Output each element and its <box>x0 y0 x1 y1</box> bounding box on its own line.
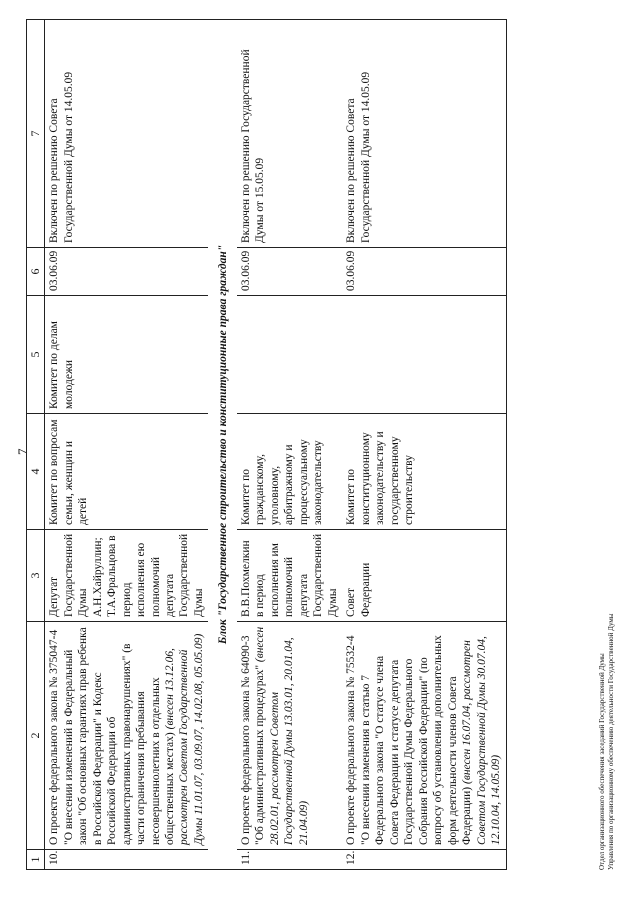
row-number: 10. <box>45 850 209 870</box>
column-header: 4 <box>27 414 45 530</box>
bill-note: (внесен 16.07.04, рассмотрен Советом Государственной Думы 30.07.04, 12.10.04, 14.05.09) <box>461 636 503 845</box>
deadline-date: 03.06.09 <box>237 248 342 296</box>
bill-body: "Об административных процедурах" <box>254 664 267 845</box>
bill-body: "О внесении изменений в Федеральный закон "Об основных гарантиях прав ребенка в Российской Федерации" и Кодекс Российской Федерации об административных правонарушениях" (в части ограничения пребывания несовершеннолетних в отдельных общественных местах) <box>62 627 176 845</box>
responsible-committee: Комитет по вопросам семьи, женщин и детей <box>45 414 209 530</box>
footer <box>598 614 616 870</box>
table-row <box>342 20 506 870</box>
bill-note: (внесен 28.02.01, рассмотрен Советом Государственной Думы 13.03.01, 20.01.04, 21.04.09) <box>254 626 310 845</box>
bill-author: Совет Федерации <box>342 530 506 622</box>
bill-description <box>237 622 342 850</box>
deadline-date: 03.06.09 <box>45 248 209 296</box>
row-number: 11. <box>237 850 342 870</box>
column-header: 7 <box>27 20 45 248</box>
table-row <box>45 20 209 870</box>
inclusion-status: Включен по решению Совета Государственной Думы от 14.05.09 <box>342 20 506 248</box>
footer-line: Отдел организационного обеспечения заседаний Государственной Думы <box>598 653 606 870</box>
bill-author: Депутат Государственной Думы А.Н.Хайруллин; Т.А.Фральцова в период исполнения ею полномочий депутата Государственной Думы <box>45 530 209 622</box>
column-header: 6 <box>27 248 45 296</box>
column-header: 3 <box>27 530 45 622</box>
bill-note: (внесен 13.12.06, рассмотрен Советом Государственной Думы 11.01.07, 03.09.07, 14.02.08, 05.05.09) <box>163 633 205 845</box>
inclusion-status: Включен по решению Совета Государственной Думы от 14.05.09 <box>45 20 209 248</box>
bill-title: О проекте федерального закона № 75532-4 <box>345 635 358 845</box>
responsible-committee: Комитет по гражданскому, уголовному, арбитражному и процессуальному законодательству <box>237 414 342 530</box>
agenda-table <box>26 19 507 870</box>
column-header: 5 <box>27 296 45 414</box>
bill-author: В.В.Похмелкин в период исполнения им полномочий депутата Государственной Думы <box>237 530 342 622</box>
footer-line: Управления по организационному обеспечению деятельности Государственной Думы <box>607 613 616 870</box>
block-title: Блок "Государственное строительство и конституционные права граждан" <box>208 20 236 870</box>
header-row <box>27 20 45 870</box>
deadline-date: 03.06.09 <box>342 248 506 296</box>
bill-title: О проекте федерального закона № 64090-3 <box>239 635 252 845</box>
row-number: 12. <box>342 850 506 870</box>
column-header: 1 <box>27 850 45 870</box>
co-committee <box>237 296 342 414</box>
block-heading-row <box>208 20 236 870</box>
responsible-committee: Комитет по конституционному законодательству и государственному строительству <box>342 414 506 530</box>
inclusion-status: Включен по решению Государственной Думы от 15.05.09 <box>237 20 342 248</box>
bill-title: О проекте федерального закона № 375047-4 <box>48 629 61 845</box>
co-committee <box>342 296 506 414</box>
bill-body: "О внесении изменения в статью 7 Федерального закона "О статусе члена Совета Федерации и статусе депутата Государственной Думы Федерального Собрания Российской Федерации" (по вопросу об установлении дополнительных форм деятельности членов Совета Федерации) <box>359 635 474 845</box>
co-committee: Комитет по делам молодежи <box>45 296 209 414</box>
table-row <box>237 20 342 870</box>
bill-description <box>45 622 209 850</box>
page-number: 7 <box>15 448 30 455</box>
column-header: 2 <box>27 622 45 850</box>
bill-description <box>342 622 506 850</box>
